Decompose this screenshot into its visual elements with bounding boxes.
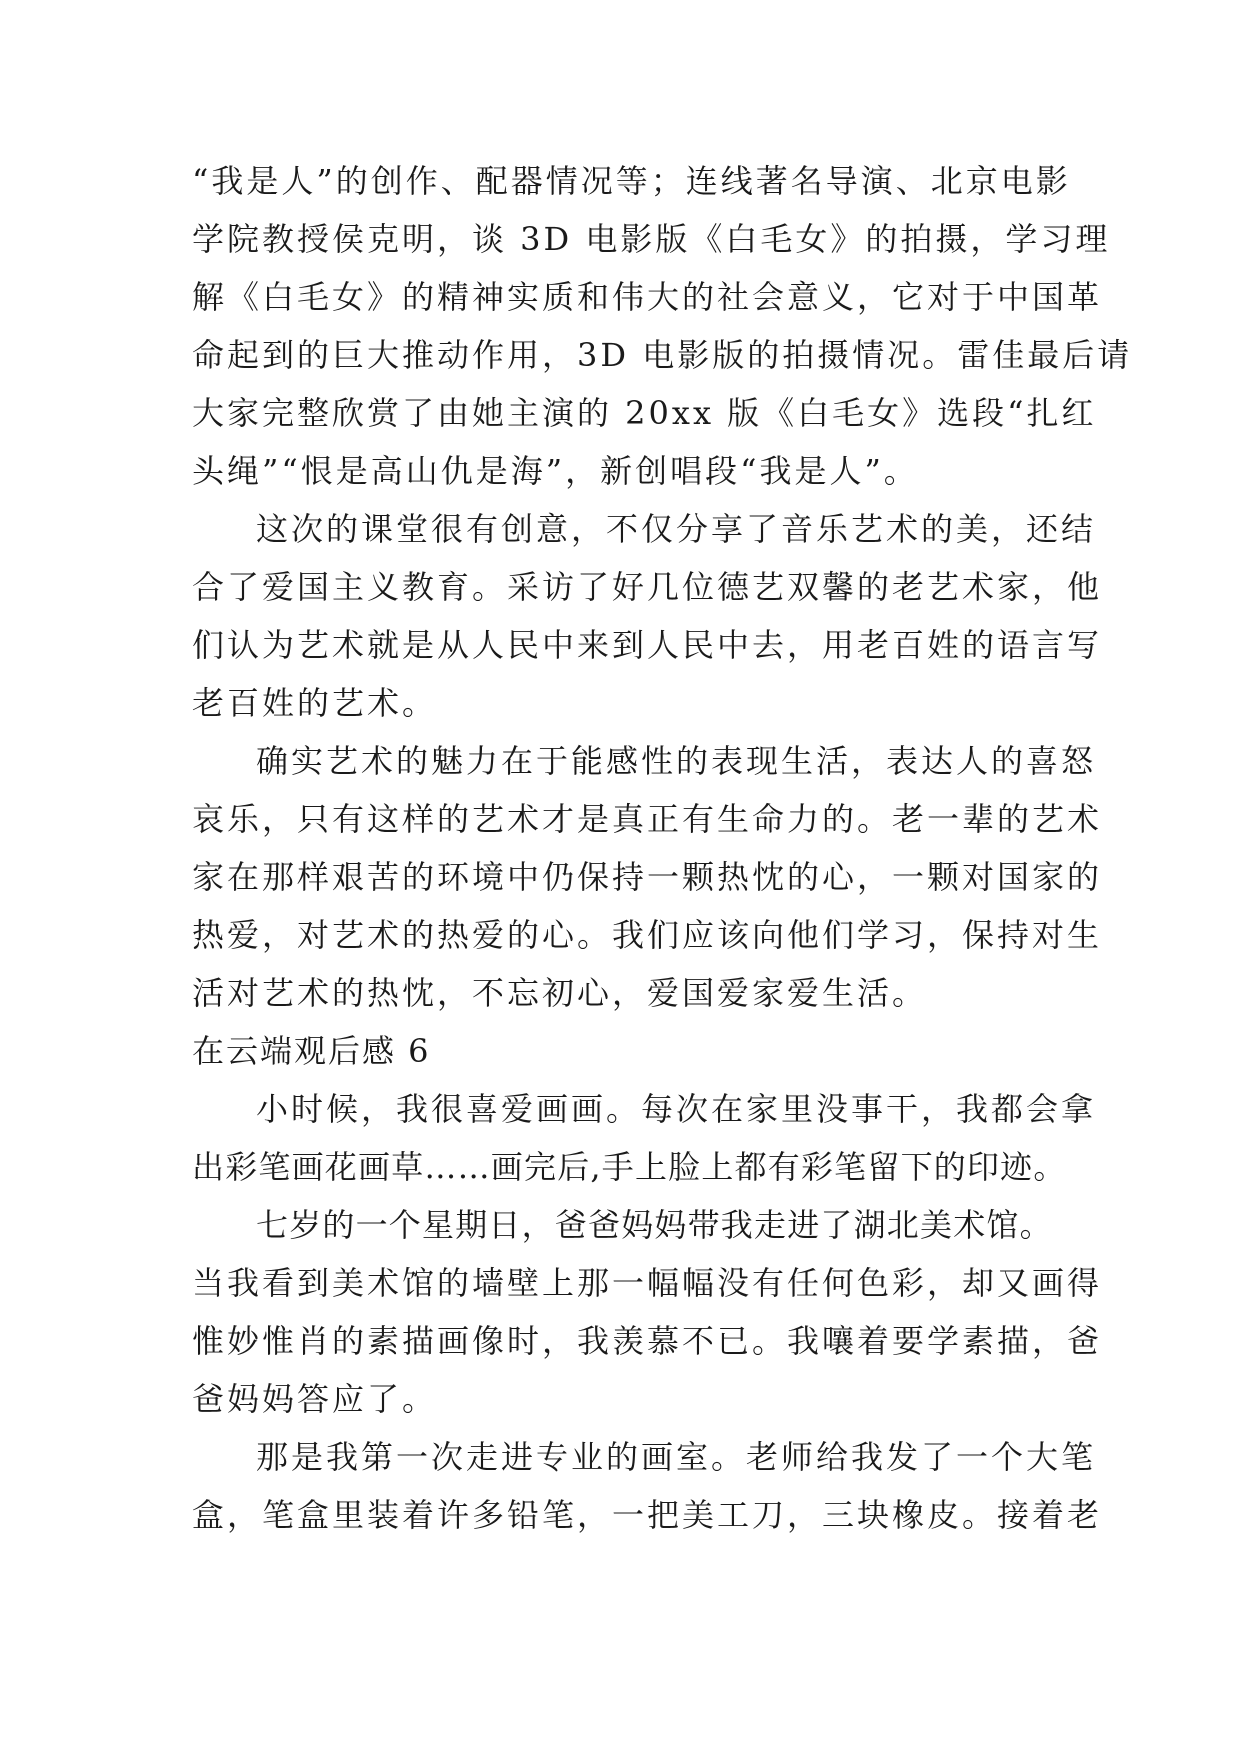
text-line: 家在那样艰苦的环境中仍保持一颗热忱的心，一颗对国家的 [192,858,1103,896]
paragraph-start-line: 小时候，我很喜爱画画。每次在家里没事干，我都会拿 [256,1090,1097,1128]
text-line: 学院教授侯克明，谈 3D 电影版《白毛女》的拍摄，学习理 [192,220,1111,258]
paragraph-start-line: 七岁的一个星期日，爸爸妈妈带我走进了湖北美术馆。 [256,1206,1053,1244]
text-line: 解《白毛女》的精神实质和伟大的社会意义，它对于中国革 [192,278,1103,316]
section-heading: 在云端观后感 6 [192,1032,431,1070]
text-line: 大家完整欣赏了由她主演的 20xx 版《白毛女》选段“扎红 [192,394,1097,432]
paragraph-start-line: 那是我第一次走进专业的画室。老师给我发了一个大笔 [256,1438,1097,1476]
text-line: 热爱，对艺术的热爱的心。我们应该向他们学习，保持对生 [192,916,1103,954]
text-line: 头绳”“恨是高山仇是海”，新创唱段“我是人”。 [192,452,919,490]
text-line: 活对艺术的热忱，不忘初心，爱国爱家爱生活。 [192,974,928,1012]
text-line: 们认为艺术就是从人民中来到人民中去，用老百姓的语言写 [192,626,1103,664]
text-line: 老百姓的艺术。 [192,684,438,722]
text-line: 惟妙惟肖的素描画像时，我羡慕不已。我嚷着要学素描，爸 [192,1322,1103,1360]
text-line: 盒，笔盒里装着许多铅笔，一把美工刀，三块橡皮。接着老 [192,1496,1103,1534]
paragraph-start-line: 这次的课堂很有创意，不仅分享了音乐艺术的美，还结 [256,510,1097,548]
text-line: 命起到的巨大推动作用，3D 电影版的拍摄情况。雷佳最后请 [192,336,1133,374]
text-line: 哀乐，只有这样的艺术才是真正有生命力的。老一辈的艺术 [192,800,1103,838]
text-line: 出彩笔画花画草……画完后,手上脸上都有彩笔留下的印迹。 [192,1148,1067,1186]
text-line: “我是人”的创作、配器情况等；连线著名导演、北京电影 [192,162,1071,200]
text-line: 爸妈妈答应了。 [192,1380,438,1418]
text-line: 当我看到美术馆的墙壁上那一幅幅没有任何色彩，却又画得 [192,1264,1103,1302]
text-line: 合了爱国主义教育。采访了好几位德艺双馨的老艺术家，他 [192,568,1103,606]
paragraph-start-line: 确实艺术的魅力在于能感性的表现生活，表达人的喜怒 [256,742,1097,780]
